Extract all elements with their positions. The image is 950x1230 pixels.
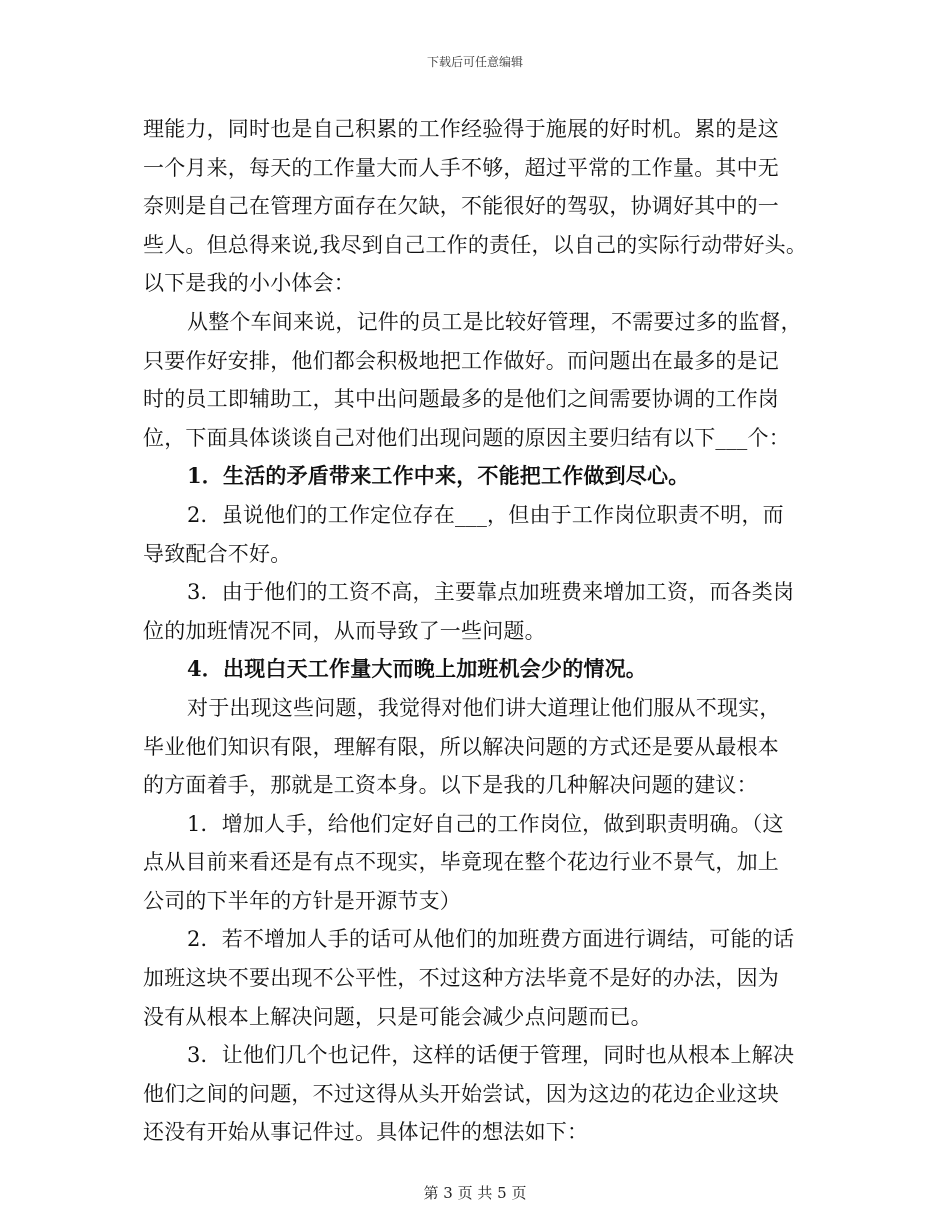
text-line: 1．增加人手，给他们定好自己的工作岗位，做到职责明确。（这: [187, 811, 784, 836]
text-line: 3．由于他们的工资不高，主要靠点加班费来增加工资，而各类岗: [187, 580, 795, 605]
text-line: 对于出现这些问题，我觉得对他们讲大道理让他们服从不现实，: [187, 695, 781, 720]
text-line: 还没有开始从事记件过。具体记件的想法如下：: [143, 1120, 589, 1145]
page-header: 下载后可任意编辑: [426, 55, 523, 69]
text-line: 一个月来，每天的工作量大而人手不够，超过平常的工作量。其中无: [143, 155, 779, 180]
text-line: 加班这块不要出现不公平性，不过这种方法毕竟不是好的办法，因为: [143, 966, 779, 991]
text-line: 奈则是自己在管理方面存在欠缺，不能很好的驾驭，协调好其中的一: [143, 194, 779, 219]
text-line: 他们之间的问题，不过这得从头开始尝试，因为这边的花边企业这块: [143, 1081, 779, 1106]
text-line: 从整个车间来说，记件的员工是比较好管理，不需要过多的监督，: [187, 309, 802, 334]
text-line: 些人。但总得来说,我尽到自己工作的责任，以自己的实际行动带好头。: [143, 232, 808, 257]
document-body: [143, 110, 815, 1152]
text-line: 公司的下半年的方针是开源节支）: [143, 888, 461, 913]
text-line: 时的员工即辅助工，其中出问题最多的是他们之间需要协调的工作岗: [143, 387, 779, 412]
text-line: 2．虽说他们的工作定位存在___，但由于工作岗位职责不明，而: [187, 502, 784, 527]
page-footer: 第 3 页 共 5 页: [423, 1184, 527, 1202]
text-line: 没有从根本上解决问题，只是可能会减少点问题而已。: [143, 1004, 652, 1029]
text-line: 理能力，同时也是自己积累的工作经验得于施展的好时机。累的是这: [143, 117, 779, 141]
text-line: 只要作好安排，他们都会积极地把工作做好。而问题出在最多的是记: [143, 348, 779, 373]
text-line: 3．让他们几个也记件，这样的话便于管理，同时也从根本上解决: [187, 1043, 795, 1068]
text-line: 1．生活的矛盾带来工作中来，不能把工作做到尽心。: [187, 463, 690, 489]
text-line: 毕业他们知识有限，理解有限，所以解决问题的方式还是要从最根本: [143, 734, 779, 759]
text-line: 位，下面具体谈谈自己对他们出现问题的原因主要归结有以下___个：: [143, 425, 790, 450]
text-line: 以下是我的小小体会：: [143, 271, 355, 296]
text-line: 2．若不增加人手的话可从他们的加班费方面进行调结，可能的话: [187, 927, 795, 952]
text-line: 位的加班情况不同，从而导致了一些问题。: [143, 618, 546, 643]
text-line: 的方面着手，那就是工资本身。以下是我的几种解决问题的建议：: [143, 773, 758, 798]
text-line: 导致配合不好。: [143, 541, 292, 566]
text-line: 4．出现白天工作量大而晚上加班机会少的情况。: [187, 656, 648, 682]
text-line: 点从目前来看还是有点不现实，毕竟现在整个花边行业不景气，加上: [143, 850, 779, 875]
